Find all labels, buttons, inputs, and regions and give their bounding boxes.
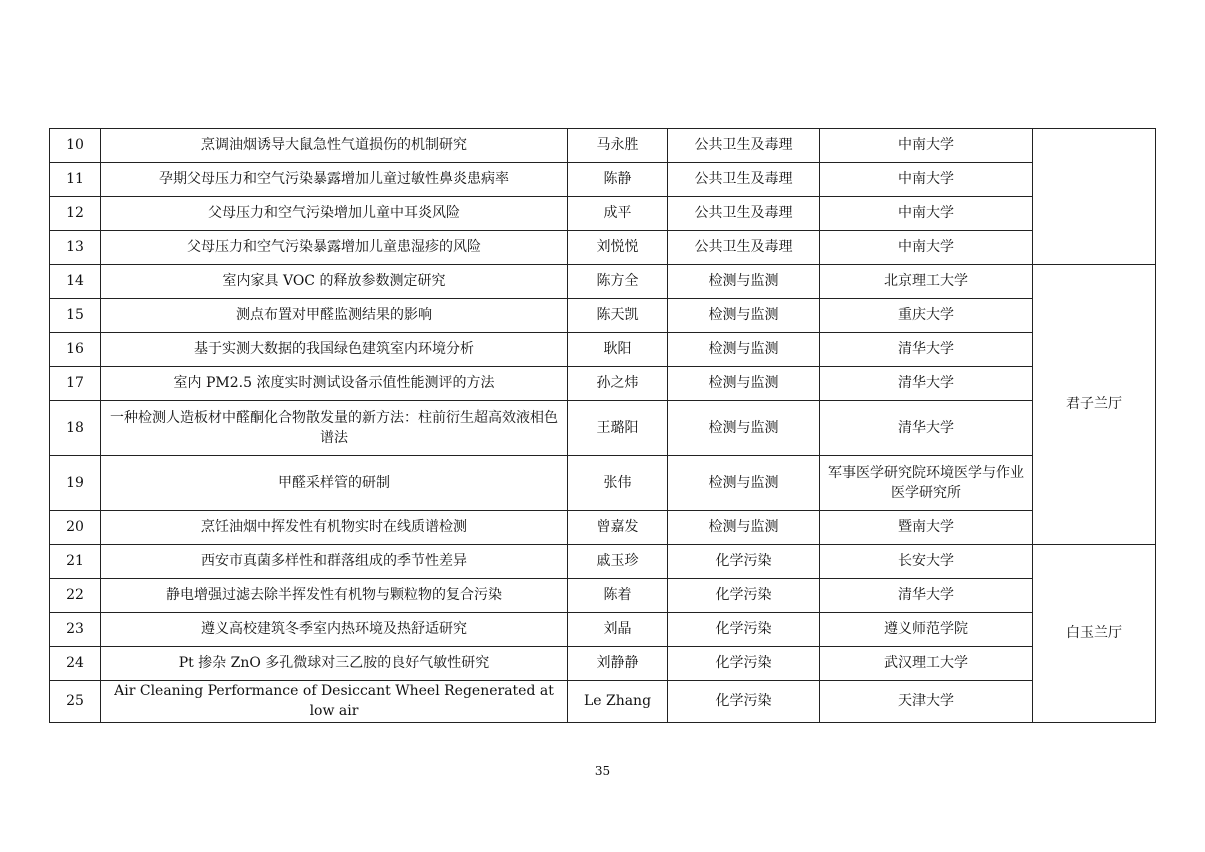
table-row (50, 367, 1156, 401)
row-number: 23 (50, 613, 101, 647)
page-number: 35 (594, 764, 611, 778)
row-number: 19 (50, 456, 101, 511)
affiliation: 遵义师范学院 (820, 613, 1033, 647)
hall-cell-group-c: 白玉兰厅 (1033, 545, 1156, 723)
presenter-name: 刘晶 (568, 613, 668, 647)
paper-title: 一种检测人造板材中醛酮化合物散发量的新方法：柱前衍生超高效液相色谱法 (101, 401, 568, 456)
affiliation: 长安大学 (820, 545, 1033, 579)
presenter-name: 刘悦悦 (568, 231, 668, 265)
table-row (50, 681, 1156, 723)
presenter-name: 马永胜 (568, 129, 668, 163)
session-topic: 检测与监测 (668, 401, 820, 456)
presenter-name: 陈静 (568, 163, 668, 197)
paper-title: 甲醛采样管的研制 (101, 456, 568, 511)
affiliation: 清华大学 (820, 401, 1033, 456)
session-topic: 化学污染 (668, 613, 820, 647)
session-topic: 公共卫生及毒理 (668, 163, 820, 197)
hall-cell-group-a (1033, 129, 1156, 265)
row-number: 17 (50, 367, 101, 401)
paper-title: 测点布置对甲醛监测结果的影响 (101, 299, 568, 333)
affiliation: 北京理工大学 (820, 265, 1033, 299)
session-topic: 检测与监测 (668, 367, 820, 401)
paper-title: 烹调油烟诱导大鼠急性气道损伤的机制研究 (101, 129, 568, 163)
affiliation: 暨南大学 (820, 511, 1033, 545)
table-row (50, 163, 1156, 197)
presenter-name: 曾嘉发 (568, 511, 668, 545)
paper-title: 室内 PM2.5 浓度实时测试设备示值性能测评的方法 (101, 367, 568, 401)
presenter-name: 王璐阳 (568, 401, 668, 456)
row-number: 22 (50, 579, 101, 613)
session-topic: 化学污染 (668, 545, 820, 579)
affiliation: 清华大学 (820, 333, 1033, 367)
affiliation: 军事医学研究院环境医学与作业医学研究所 (820, 456, 1033, 511)
paper-title: 基于实测大数据的我国绿色建筑室内环境分析 (101, 333, 568, 367)
table-row (50, 129, 1156, 163)
row-number: 20 (50, 511, 101, 545)
table-row (50, 231, 1156, 265)
presenter-name: 刘静静 (568, 647, 668, 681)
row-number: 12 (50, 197, 101, 231)
session-topic: 检测与监测 (668, 265, 820, 299)
presenter-name: 成平 (568, 197, 668, 231)
table-row (50, 333, 1156, 367)
paper-title: 父母压力和空气污染暴露增加儿童患湿疹的风险 (101, 231, 568, 265)
table-row (50, 579, 1156, 613)
row-number: 13 (50, 231, 101, 265)
row-number: 16 (50, 333, 101, 367)
presentation-schedule-table (49, 128, 1156, 723)
affiliation: 清华大学 (820, 367, 1033, 401)
row-number: 18 (50, 401, 101, 456)
session-topic: 检测与监测 (668, 299, 820, 333)
session-topic: 化学污染 (668, 647, 820, 681)
table-row (50, 197, 1156, 231)
table-row (50, 511, 1156, 545)
hall-cell-group-b: 君子兰厅 (1033, 265, 1156, 545)
presenter-name: 耿阳 (568, 333, 668, 367)
table-row (50, 265, 1156, 299)
affiliation: 清华大学 (820, 579, 1033, 613)
session-topic: 公共卫生及毒理 (668, 231, 820, 265)
session-topic: 公共卫生及毒理 (668, 129, 820, 163)
paper-title: Air Cleaning Performance of Desiccant Wheel Regenerated at low air (101, 681, 568, 723)
affiliation: 中南大学 (820, 231, 1033, 265)
affiliation: 重庆大学 (820, 299, 1033, 333)
table-row (50, 647, 1156, 681)
paper-title: 室内家具 VOC 的释放参数测定研究 (101, 265, 568, 299)
row-number: 14 (50, 265, 101, 299)
session-topic: 化学污染 (668, 681, 820, 723)
paper-title: 静电增强过滤去除半挥发性有机物与颗粒物的复合污染 (101, 579, 568, 613)
session-topic: 检测与监测 (668, 333, 820, 367)
session-topic: 检测与监测 (668, 511, 820, 545)
presenter-name: 陈方全 (568, 265, 668, 299)
row-number: 25 (50, 681, 101, 723)
affiliation: 武汉理工大学 (820, 647, 1033, 681)
paper-title: 西安市真菌多样性和群落组成的季节性差异 (101, 545, 568, 579)
session-topic: 公共卫生及毒理 (668, 197, 820, 231)
presenter-name: 戚玉珍 (568, 545, 668, 579)
affiliation: 中南大学 (820, 129, 1033, 163)
presenter-name: 陈天凯 (568, 299, 668, 333)
paper-title: 父母压力和空气污染增加儿童中耳炎风险 (101, 197, 568, 231)
row-number: 10 (50, 129, 101, 163)
table-row (50, 545, 1156, 579)
paper-title: 烹饪油烟中挥发性有机物实时在线质谱检测 (101, 511, 568, 545)
affiliation: 中南大学 (820, 163, 1033, 197)
affiliation: 中南大学 (820, 197, 1033, 231)
presenter-name: 张伟 (568, 456, 668, 511)
session-topic: 化学污染 (668, 579, 820, 613)
session-topic: 检测与监测 (668, 456, 820, 511)
paper-title: 遵义高校建筑冬季室内热环境及热舒适研究 (101, 613, 568, 647)
presenter-name: Le Zhang (568, 681, 668, 723)
table-row (50, 456, 1156, 511)
presenter-name: 陈着 (568, 579, 668, 613)
paper-title: Pt 掺杂 ZnO 多孔微球对三乙胺的良好气敏性研究 (101, 647, 568, 681)
table-row (50, 613, 1156, 647)
table-row (50, 401, 1156, 456)
row-number: 11 (50, 163, 101, 197)
presenter-name: 孙之炜 (568, 367, 668, 401)
paper-title: 孕期父母压力和空气污染暴露增加儿童过敏性鼻炎患病率 (101, 163, 568, 197)
row-number: 21 (50, 545, 101, 579)
row-number: 24 (50, 647, 101, 681)
affiliation: 天津大学 (820, 681, 1033, 723)
row-number: 15 (50, 299, 101, 333)
table-row (50, 299, 1156, 333)
